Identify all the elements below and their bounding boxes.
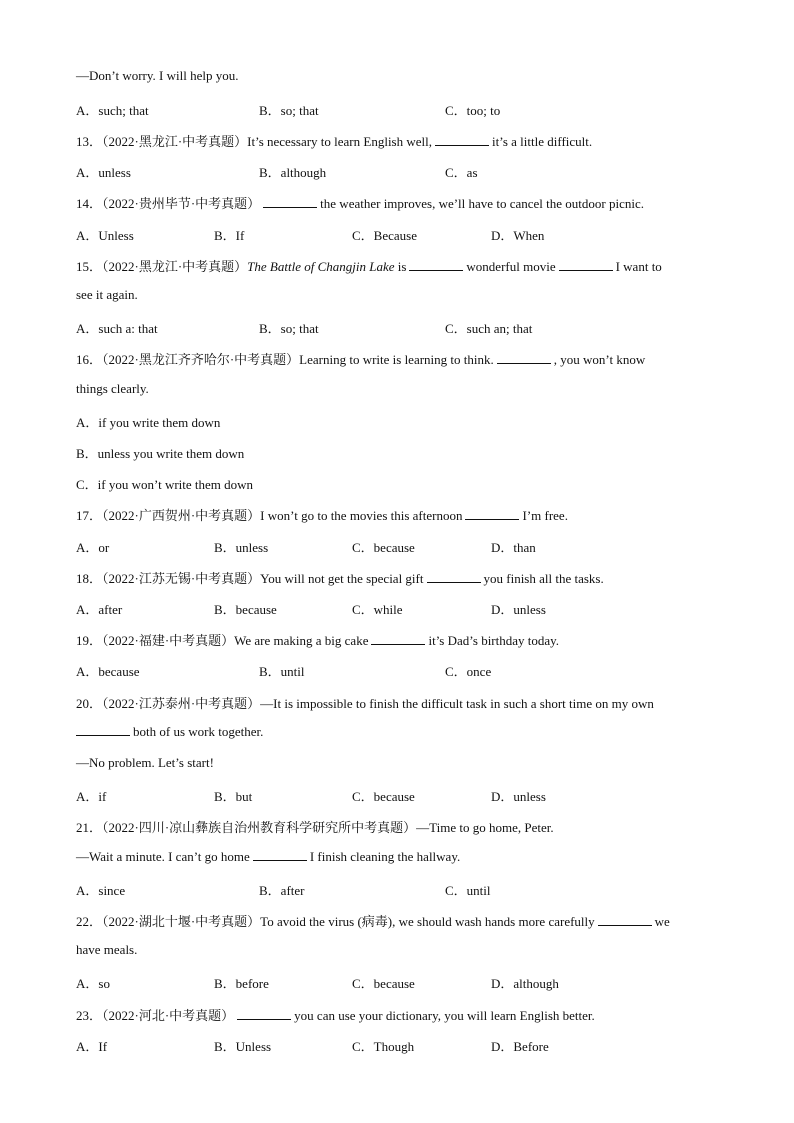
question-text: is [397, 259, 407, 274]
option-b: B．after [259, 883, 305, 898]
option-b: B．but [214, 789, 253, 804]
answer-blank [409, 259, 463, 271]
option-a: A．If [76, 1039, 108, 1054]
option-a: A．since [76, 883, 126, 898]
option-a: A．such a: that [76, 321, 158, 336]
option-b: B．unless you write them down [76, 446, 245, 461]
option-c: C．once [445, 664, 492, 679]
option-c: C．Because [352, 228, 417, 243]
question-text: —Wait a minute. I can’t go home [76, 849, 250, 864]
option-d: D．unless [491, 602, 546, 617]
answer-blank [263, 196, 317, 208]
question-text: I’m free. [522, 508, 568, 523]
answer-blank [371, 633, 425, 645]
answer-blank [427, 571, 481, 583]
option-c: C．while [352, 602, 403, 617]
option-a: A．if you write them down [76, 415, 221, 430]
question-16 [76, 349, 645, 368]
question-16-continued: things clearly. [76, 381, 149, 396]
option-c: C．because [352, 976, 415, 991]
option-b: B．although [259, 165, 327, 180]
option-a: A．after [76, 602, 123, 617]
option-a: A．Unless [76, 228, 134, 243]
question-text: it’s a little difficult. [492, 134, 593, 149]
option-b: B．before [214, 976, 269, 991]
question-20: 20．（2022·江苏泰州·中考真题）—It is impossible to finish the difficult task in such a short time on my own [76, 696, 654, 711]
answer-blank [559, 259, 613, 271]
option-d: D．Before [491, 1039, 549, 1054]
option-b: B．so; that [259, 321, 319, 336]
option-a: A．because [76, 664, 140, 679]
question-14 [76, 193, 644, 212]
question-text: 18．（2022·江苏无锡·中考真题）You will not get the special gift [76, 571, 424, 586]
question-text: we [654, 914, 670, 929]
option-a: A．if [76, 789, 107, 804]
answer-blank [465, 508, 519, 520]
question-15 [76, 256, 662, 275]
question-text: the weather improves, we’ll have to cancel the outdoor picnic. [320, 196, 644, 211]
option-b: B．until [259, 664, 305, 679]
question-23 [76, 1005, 595, 1024]
question-text: it’s Dad’s birthday today. [428, 633, 560, 648]
option-c: C．as [445, 165, 478, 180]
dialogue-line: —Don’t worry. I will help you. [76, 68, 239, 83]
option-d: D．than [491, 540, 536, 555]
option-b: B．so; that [259, 103, 319, 118]
option-c: C．too; to [445, 103, 501, 118]
option-a: A．or [76, 540, 110, 555]
option-c: C．Though [352, 1039, 415, 1054]
option-c: C．until [445, 883, 491, 898]
question-17 [76, 505, 568, 524]
question-text: I finish cleaning the hallway. [309, 849, 461, 864]
option-c: C．such an; that [445, 321, 533, 336]
question-text: 23．（2022·河北·中考真题） [76, 1008, 235, 1023]
question-text: you can use your dictionary, you will learn English better. [294, 1008, 595, 1023]
question-text: 19．（2022·福建·中考真题）We are making a big cake [76, 633, 369, 648]
option-d: D．unless [491, 789, 546, 804]
answer-blank [497, 352, 551, 364]
answer-blank [598, 914, 652, 926]
option-a: A．such; that [76, 103, 149, 118]
option-b: B．Unless [214, 1039, 272, 1054]
question-20-continued [76, 724, 263, 740]
question-15-continued: see it again. [76, 287, 138, 302]
question-text: , you won’t know [553, 352, 646, 367]
option-b: B．unless [214, 540, 269, 555]
answer-blank [76, 724, 130, 736]
option-c: C．because [352, 540, 415, 555]
movie-title: The Battle of Changjin Lake [247, 259, 395, 274]
option-b: B．If [214, 228, 245, 243]
question-21: 21．（2022·四川·凉山彝族自治州教育科学研究所中考真题）—Time to go home, Peter. [76, 820, 554, 835]
question-18 [76, 568, 604, 587]
option-b: B．because [214, 602, 277, 617]
question-text: 13．（2022·黑龙江·中考真题）It’s necessary to learn English well, [76, 134, 432, 149]
option-d: D．When [491, 228, 545, 243]
question-text: wonderful movie [466, 259, 556, 274]
question-22-continued: have meals. [76, 942, 138, 957]
answer-blank [237, 1008, 291, 1020]
question-text: 14．（2022·贵州毕节·中考真题） [76, 196, 261, 211]
question-22 [76, 911, 670, 930]
question-text: 17．（2022·广西贺州·中考真题）I won’t go to the movies this afternoon [76, 508, 463, 523]
option-d: D．although [491, 976, 559, 991]
question-13 [76, 131, 592, 150]
option-a: A．unless [76, 165, 131, 180]
question-21-continued [76, 849, 460, 865]
answer-blank [435, 134, 489, 146]
answer-blank [253, 849, 307, 861]
question-text: both of us work together. [133, 724, 264, 739]
question-text: you finish all the tasks. [483, 571, 604, 586]
question-text: 22．（2022·湖北十堰·中考真题）To avoid the virus (病毒), we should wash hands more carefully [76, 914, 595, 929]
question-text: 15．（2022·黑龙江·中考真题） [76, 259, 248, 274]
option-c: C．if you won’t write them down [76, 477, 254, 492]
option-a: A．so [76, 976, 110, 991]
question-19 [76, 630, 559, 649]
option-c: C．because [352, 789, 415, 804]
question-text: I want to [615, 259, 662, 274]
question-text: 16．（2022·黑龙江齐齐哈尔·中考真题）Learning to write is learning to think. [76, 352, 494, 367]
dialogue-line: —No problem. Let’s start! [76, 755, 214, 770]
